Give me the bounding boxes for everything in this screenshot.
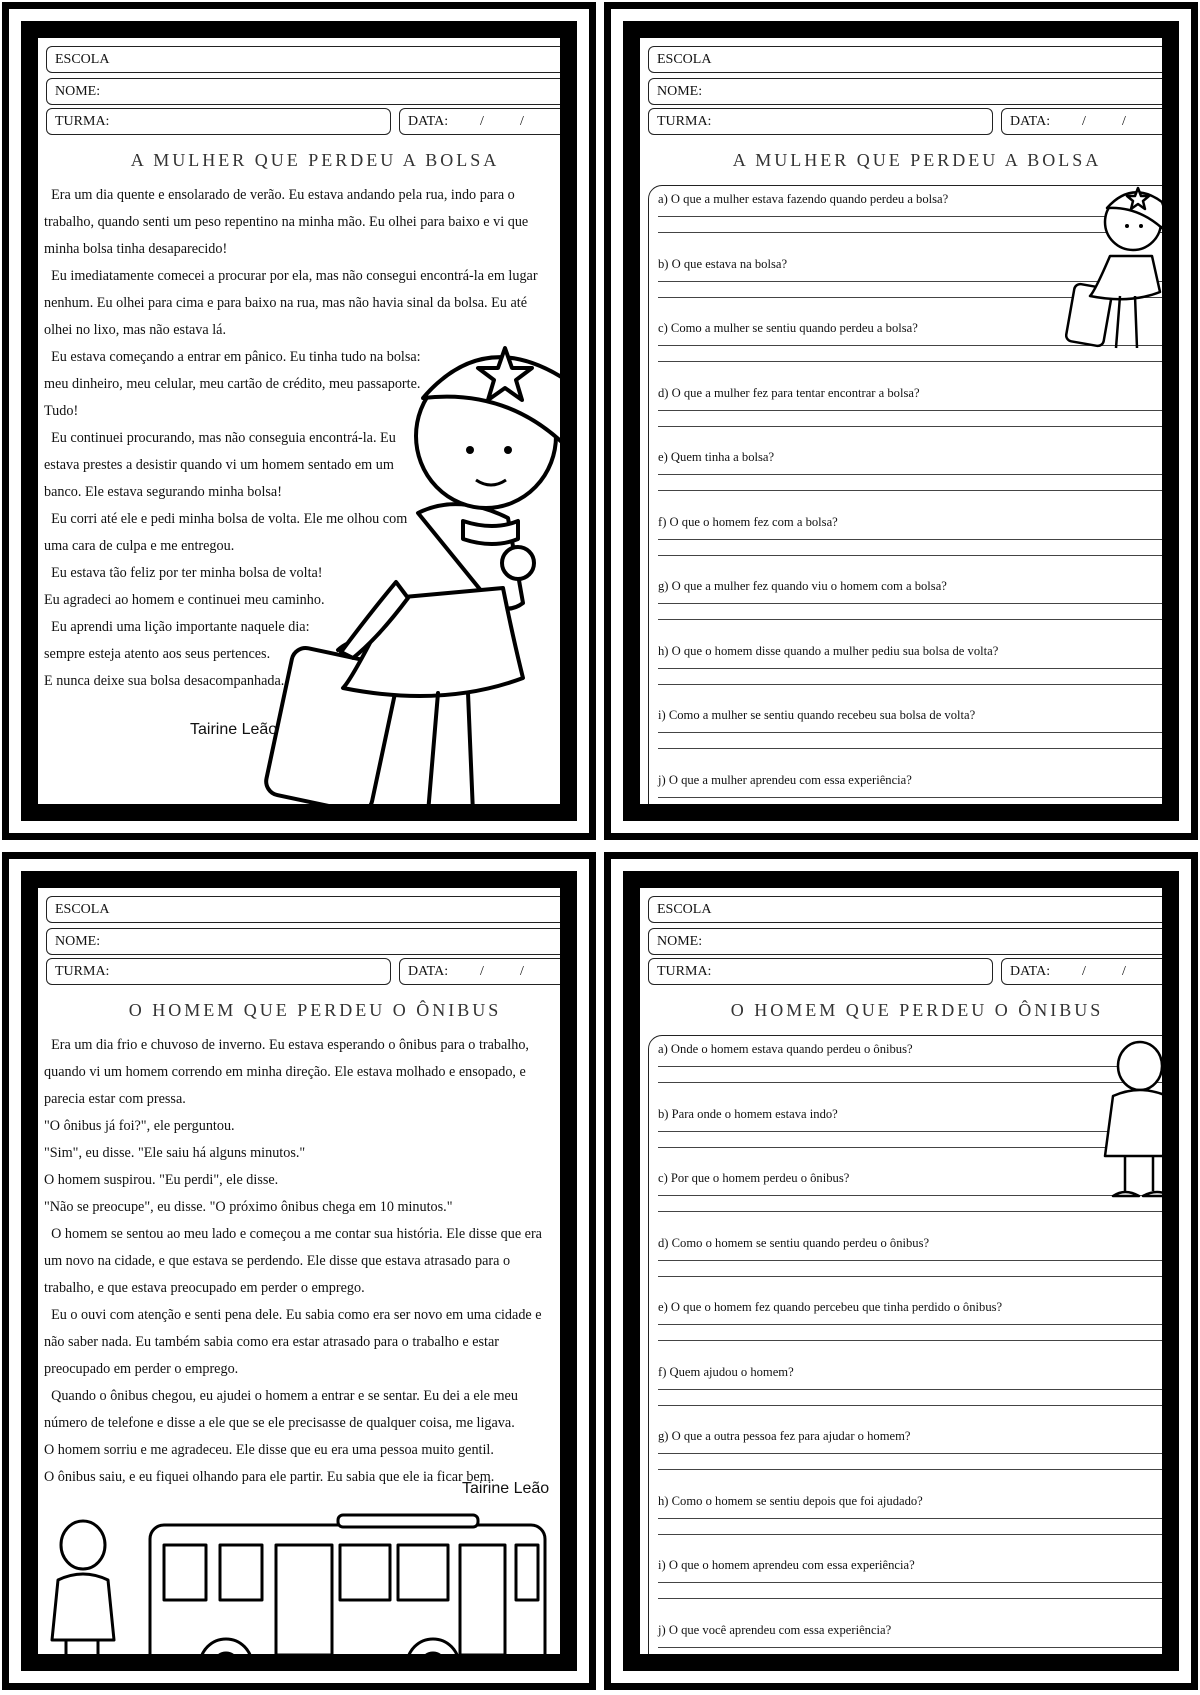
question-label: c) Como a mulher se sentiu quando perdeu a bolsa? [658,321,918,335]
author-signature: Tairine Leão [190,721,278,738]
answer-line[interactable] [658,410,1162,411]
story-line: Tudo! [44,403,79,419]
answer-line[interactable] [658,748,1162,749]
school-field[interactable]: ESCOLA [648,46,1162,73]
question-label: h) Como o homem se sentiu depois que foi ajudado? [658,1493,923,1508]
question-label: b) O que estava na bolsa? [658,256,788,271]
answer-line[interactable] [658,668,1162,669]
name-field[interactable]: NOME: [648,928,1162,955]
story-line: O homem sorriu e me agradeceu. Ele disse que eu era uma pessoa muito gentil. [44,1442,494,1458]
name-field[interactable]: NOME: [46,78,560,105]
answer-line[interactable] [658,361,1162,362]
answer-line[interactable] [658,1276,1162,1277]
question-label: d) Como o homem se sentiu quando perdeu o ônibus? [658,1235,930,1250]
man-small-illustration [1095,1036,1162,1211]
class-field[interactable]: TURMA: [648,958,993,985]
story-line: Eu estava tão feliz por ter minha bolsa de volta! [44,565,323,581]
story-line: uma cara de culpa e me entregou. [44,538,235,554]
story-line: Eu aprendi uma lição importante naquele dia: [44,619,310,635]
story-line: trabalho, e que estava preocupado em perder o emprego. [44,1280,365,1296]
school-field[interactable]: ESCOLA [46,896,560,923]
question-label: j) O que você aprendeu com essa experiência? [658,1622,892,1637]
story-line: Eu estava começando a entrar em pânico. Eu tinha tudo na bolsa: [44,349,421,365]
answer-line[interactable] [658,1534,1162,1535]
class-field[interactable]: TURMA: [46,958,391,985]
answer-line[interactable] [658,1260,1162,1261]
date-field[interactable]: DATA: / / [1001,108,1162,135]
story-line: não saber nada. Eu também sabia como era estar atrasado para o trabalho e estar [44,1334,499,1350]
answer-line[interactable] [658,684,1162,685]
girl-small-illustration [1065,186,1162,361]
story-line: "Sim", eu disse. "Ele saiu há alguns minutos." [44,1145,306,1161]
story-line: meu dinheiro, meu celular, meu cartão de crédito, meu passaporte. [44,376,421,392]
story-line: "Não se preocupe", eu disse. "O próximo ônibus chega em 10 minutos." [44,1199,453,1215]
name-field[interactable]: NOME: [648,78,1162,105]
answer-line[interactable] [658,474,1162,475]
answer-line[interactable] [658,1598,1162,1599]
author-signature: Tairine Leão [462,1480,550,1497]
story-line: nenhum. Eu olhei para cima e para baixo na rua, mas não havia sinal da bolsa. Eu até [44,295,527,311]
question-label: i) O que o homem aprendeu com essa experiência? [658,1558,915,1572]
school-field[interactable]: ESCOLA [648,896,1162,923]
story-line: parecia estar com pressa. [44,1091,186,1107]
sheet-story-man [2,852,596,1690]
question-label: i) Como a mulher se sentiu quando recebeu sua bolsa de volta? [658,708,976,722]
sheet-story-woman [2,2,596,840]
questions-box [648,1035,1162,1654]
school-field[interactable]: ESCOLA [46,46,560,73]
answer-line[interactable] [658,1066,1162,1067]
answer-line[interactable] [658,539,1162,540]
answer-line[interactable] [658,1211,1162,1212]
story-line: sempre esteja atento aos seus pertences. [44,646,271,662]
story-line: Eu o ouvi com atenção e senti pena dele. Eu sabia como era ser novo em uma cidade e [44,1307,542,1323]
answer-line[interactable] [658,1324,1162,1325]
answer-line[interactable] [658,490,1162,491]
answer-line[interactable] [658,619,1162,620]
sheet-questions-man [604,852,1198,1690]
story-line: olhei no lixo, mas não estava lá. [44,322,227,338]
question-label: j) O que a mulher aprendeu com essa experiência? [658,772,912,787]
name-field[interactable]: NOME: [46,928,560,955]
question-label: g) O que a outra pessoa fez para ajudar o homem? [658,1429,911,1443]
class-field[interactable]: TURMA: [648,108,993,135]
answer-line[interactable] [658,1469,1162,1470]
question-label: f) O que o homem fez com a bolsa? [658,514,838,529]
story-line: um novo na cidade, e que estava se perdendo. Ele disse que estava atrasado para o [44,1253,511,1269]
story-line: minha bolsa tinha desaparecido! [44,241,228,257]
questions-title: A MULHER QUE PERDEU A BOLSA [732,150,1102,170]
story-text [44,1032,560,1491]
story-text [44,182,560,695]
answer-line[interactable] [658,1082,1162,1083]
story-title: O HOMEM QUE PERDEU O ÔNIBUS [128,1000,502,1020]
answer-line[interactable] [658,426,1162,427]
class-field[interactable]: TURMA: [46,108,391,135]
answer-line[interactable] [658,1647,1162,1648]
story-line: trabalho, quando senti um peso repentino na minha mão. Eu olhei para baixo e vi que [44,214,529,230]
sheet-questions-woman [604,2,1198,840]
answer-line[interactable] [658,1340,1162,1341]
question-label: a) O que a mulher estava fazendo quando perdeu a bolsa? [658,192,949,206]
story-line: Quando o ônibus chegou, eu ajudei o homem a entrar e se sentar. Eu dei a ele meu [44,1388,518,1404]
question-label: e) Quem tinha a bolsa? [658,450,775,464]
story-line: número de telefone e disse a ele que se ele precisasse de qualquer coisa, me ligava. [44,1415,515,1431]
story-line: O ônibus saiu, e eu fiquei olhando para ele partir. Eu sabia que ele ia ficar bem. [44,1469,495,1485]
answer-line[interactable] [658,1131,1162,1132]
story-line: preocupado em perder o emprego. [44,1361,239,1377]
story-line: Eu continuei procurando, mas não conseguia encontrá-la. Eu [44,430,396,446]
story-line: Era um dia frio e chuvoso de inverno. Eu estava esperando o ônibus para o trabalho, [44,1037,529,1053]
answer-line[interactable] [658,1389,1162,1390]
answer-line[interactable] [658,555,1162,556]
answer-line[interactable] [658,1147,1162,1148]
question-label: b) Para onde o homem estava indo? [658,1106,838,1121]
story-line: O homem se sentou ao meu lado e começou a me contar sua história. Ele disse que era [44,1226,542,1242]
story-line: Eu imediatamente comecei a procurar por ela, mas não consegui encontrá-la em lugar [44,268,538,284]
questions-title: O HOMEM QUE PERDEU O ÔNIBUS [730,1000,1104,1020]
answer-line[interactable] [658,797,1162,798]
question-label: e) O que o homem fez quando percebeu que tinha perdido o ônibus? [658,1300,1003,1314]
story-title: A MULHER QUE PERDEU A BOLSA [130,150,500,170]
answer-line[interactable] [658,603,1162,604]
date-field[interactable]: DATA: / / [399,108,560,135]
date-field[interactable]: DATA: / / [399,958,560,985]
date-field[interactable]: DATA: / / [1001,958,1162,985]
answer-line[interactable] [658,1405,1162,1406]
question-label: g) O que a mulher fez quando viu o homem com a bolsa? [658,579,947,593]
story-line: E nunca deixe sua bolsa desacompanhada. [44,673,285,689]
answer-line[interactable] [658,1518,1162,1519]
question-label: c) Por que o homem perdeu o ônibus? [658,1171,850,1185]
question-label: a) Onde o homem estava quando perdeu o ônibus? [658,1042,913,1056]
man-and-bus-illustration [38,1500,560,1654]
answer-line[interactable] [658,732,1162,733]
story-line: quando vi um homem correndo em minha direção. Ele estava molhado e ensopado, e [44,1064,526,1080]
story-line: banco. Ele estava segurando minha bolsa! [44,484,282,500]
question-label: f) Quem ajudou o homem? [658,1364,794,1379]
answer-line[interactable] [658,1195,1162,1196]
story-line: Eu agradeci ao homem e continuei meu caminho. [44,592,325,608]
answer-line[interactable] [658,1453,1162,1454]
story-line: "O ônibus já foi?", ele perguntou. [44,1118,235,1134]
story-line: O homem suspirou. "Eu perdi", ele disse. [44,1172,279,1188]
question-label: h) O que o homem disse quando a mulher pediu sua bolsa de volta? [658,643,999,658]
story-line: Era um dia quente e ensolarado de verão. Eu estava andando pela rua, indo para o [44,187,515,203]
question-label: d) O que a mulher fez para tentar encontrar a bolsa? [658,385,920,400]
answer-line[interactable] [658,1582,1162,1583]
story-line: Eu corri até ele e pedi minha bolsa de volta. Ele me olhou com [44,511,408,527]
story-line: estava prestes a desistir quando vi um homem sentado em um [44,457,394,473]
